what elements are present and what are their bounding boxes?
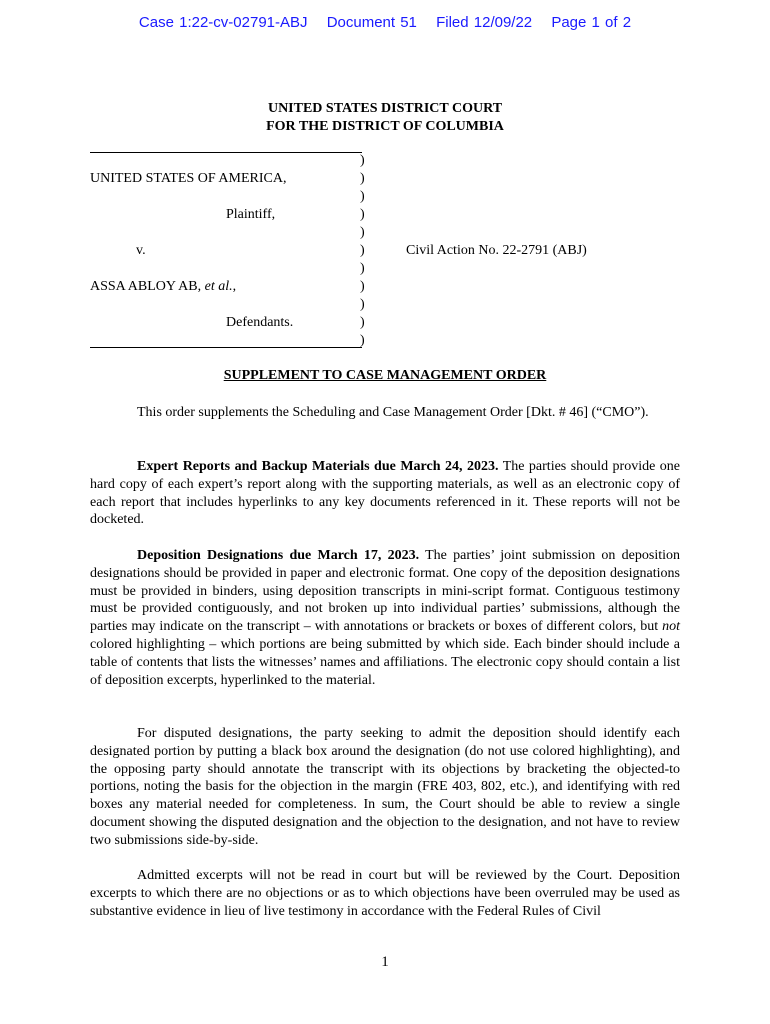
ecf-page-count: Page 1 of 2 [551, 14, 632, 31]
caption-top-rule [90, 152, 362, 153]
order-title: SUPPLEMENT TO CASE MANAGEMENT ORDER [223, 368, 547, 383]
expert-reports-text: The parties should provide one hard copy of each expert’s report along with the supporting materials, as well as an electronic copy of each report that includes hyperlinks to any key documents referenced in it. These reports will not be docketed. [90, 459, 681, 528]
court-name: UNITED STATES DISTRICT COURT [267, 101, 503, 116]
caption-bottom-rule [90, 347, 362, 348]
defendant-role: Defendants. [226, 315, 294, 330]
paragraph-intro: This order supplements the Scheduling and Case Management Order [Dkt. # 46] (“CMO”). [137, 405, 649, 420]
plaintiff-role: Plaintiff, [226, 207, 276, 222]
defendant-etal: et al. [204, 279, 233, 294]
civil-action-number: Civil Action No. 22-2791 (ABJ) [406, 243, 587, 258]
deposition-designations-heading: Deposition Designations due March 17, 2023. [137, 548, 420, 563]
page-number: 1 [381, 954, 389, 970]
paragraph-expert-reports [90, 458, 680, 529]
versus-label: v. [136, 243, 146, 258]
emphasis-not: not [662, 619, 680, 635]
expert-reports-heading: Expert Reports and Backup Materials due March 24, 2023. [137, 459, 499, 474]
court-district: FOR THE DISTRICT OF COLUMBIA [266, 119, 504, 134]
paragraph-deposition-designations: Deposition Designations due March 17, 2023. The parties’ joint submission on deposition designations should be provided in paper and electronic format. One copy of the deposition designations must be provided in binders, using deposition transcripts in mini-script format. Contiguous testimony must be provided contiguously, and not broken up into individual parties’ submissions, although the parties may indicate on the transcript – with annotations or brackets or boxes of different colors, but not colored highlighting – which portions are being submitted by which side. Each binder should include a table of contents that lists the witnesses’ names and affiliations. The electronic copy should contain a list of deposition excerpts, hyperlinked to the material. [90, 548, 680, 688]
defendant-name: ASSA ABLOY AB, et al., [90, 279, 237, 294]
paragraph-admitted-excerpts: Admitted excerpts will not be read in court but will be reviewed by the Court. Deposition excerpts to which there are no objections or as to which objections have been overruled may be used as substantive evidence in lieu of live testimony in accordance with the Federal Rules of Civil [90, 868, 680, 919]
caption-parentheses: ) ) ) ) ) ) ) ) ) ) ) [360, 153, 365, 348]
ecf-document-number: Document 51 [326, 14, 417, 31]
ecf-header [0, 14, 770, 31]
paragraph-disputed-designations: For disputed designations, the party seeking to admit the deposition should identify each designated portion by putting a black box around the designation (do not use colored highlighting), and the opposing party should annotate the transcript with its objections by bracketing the objected-to portions, noting the basis for the objection in the margin (FRE 403, 802, etc.), and identifying with red boxes any material needed for completeness. In sum, the Court should be able to review a single document showing the disputed designation and the objection to the designation, and not have to review two submissions side-by-side. [90, 726, 680, 848]
ecf-filed-date: Filed 12/09/22 [436, 14, 533, 31]
court-heading [0, 100, 770, 136]
plaintiff-name: UNITED STATES OF AMERICA, [90, 171, 287, 186]
ecf-case-number: Case 1:22-cv-02791-ABJ [138, 14, 308, 31]
